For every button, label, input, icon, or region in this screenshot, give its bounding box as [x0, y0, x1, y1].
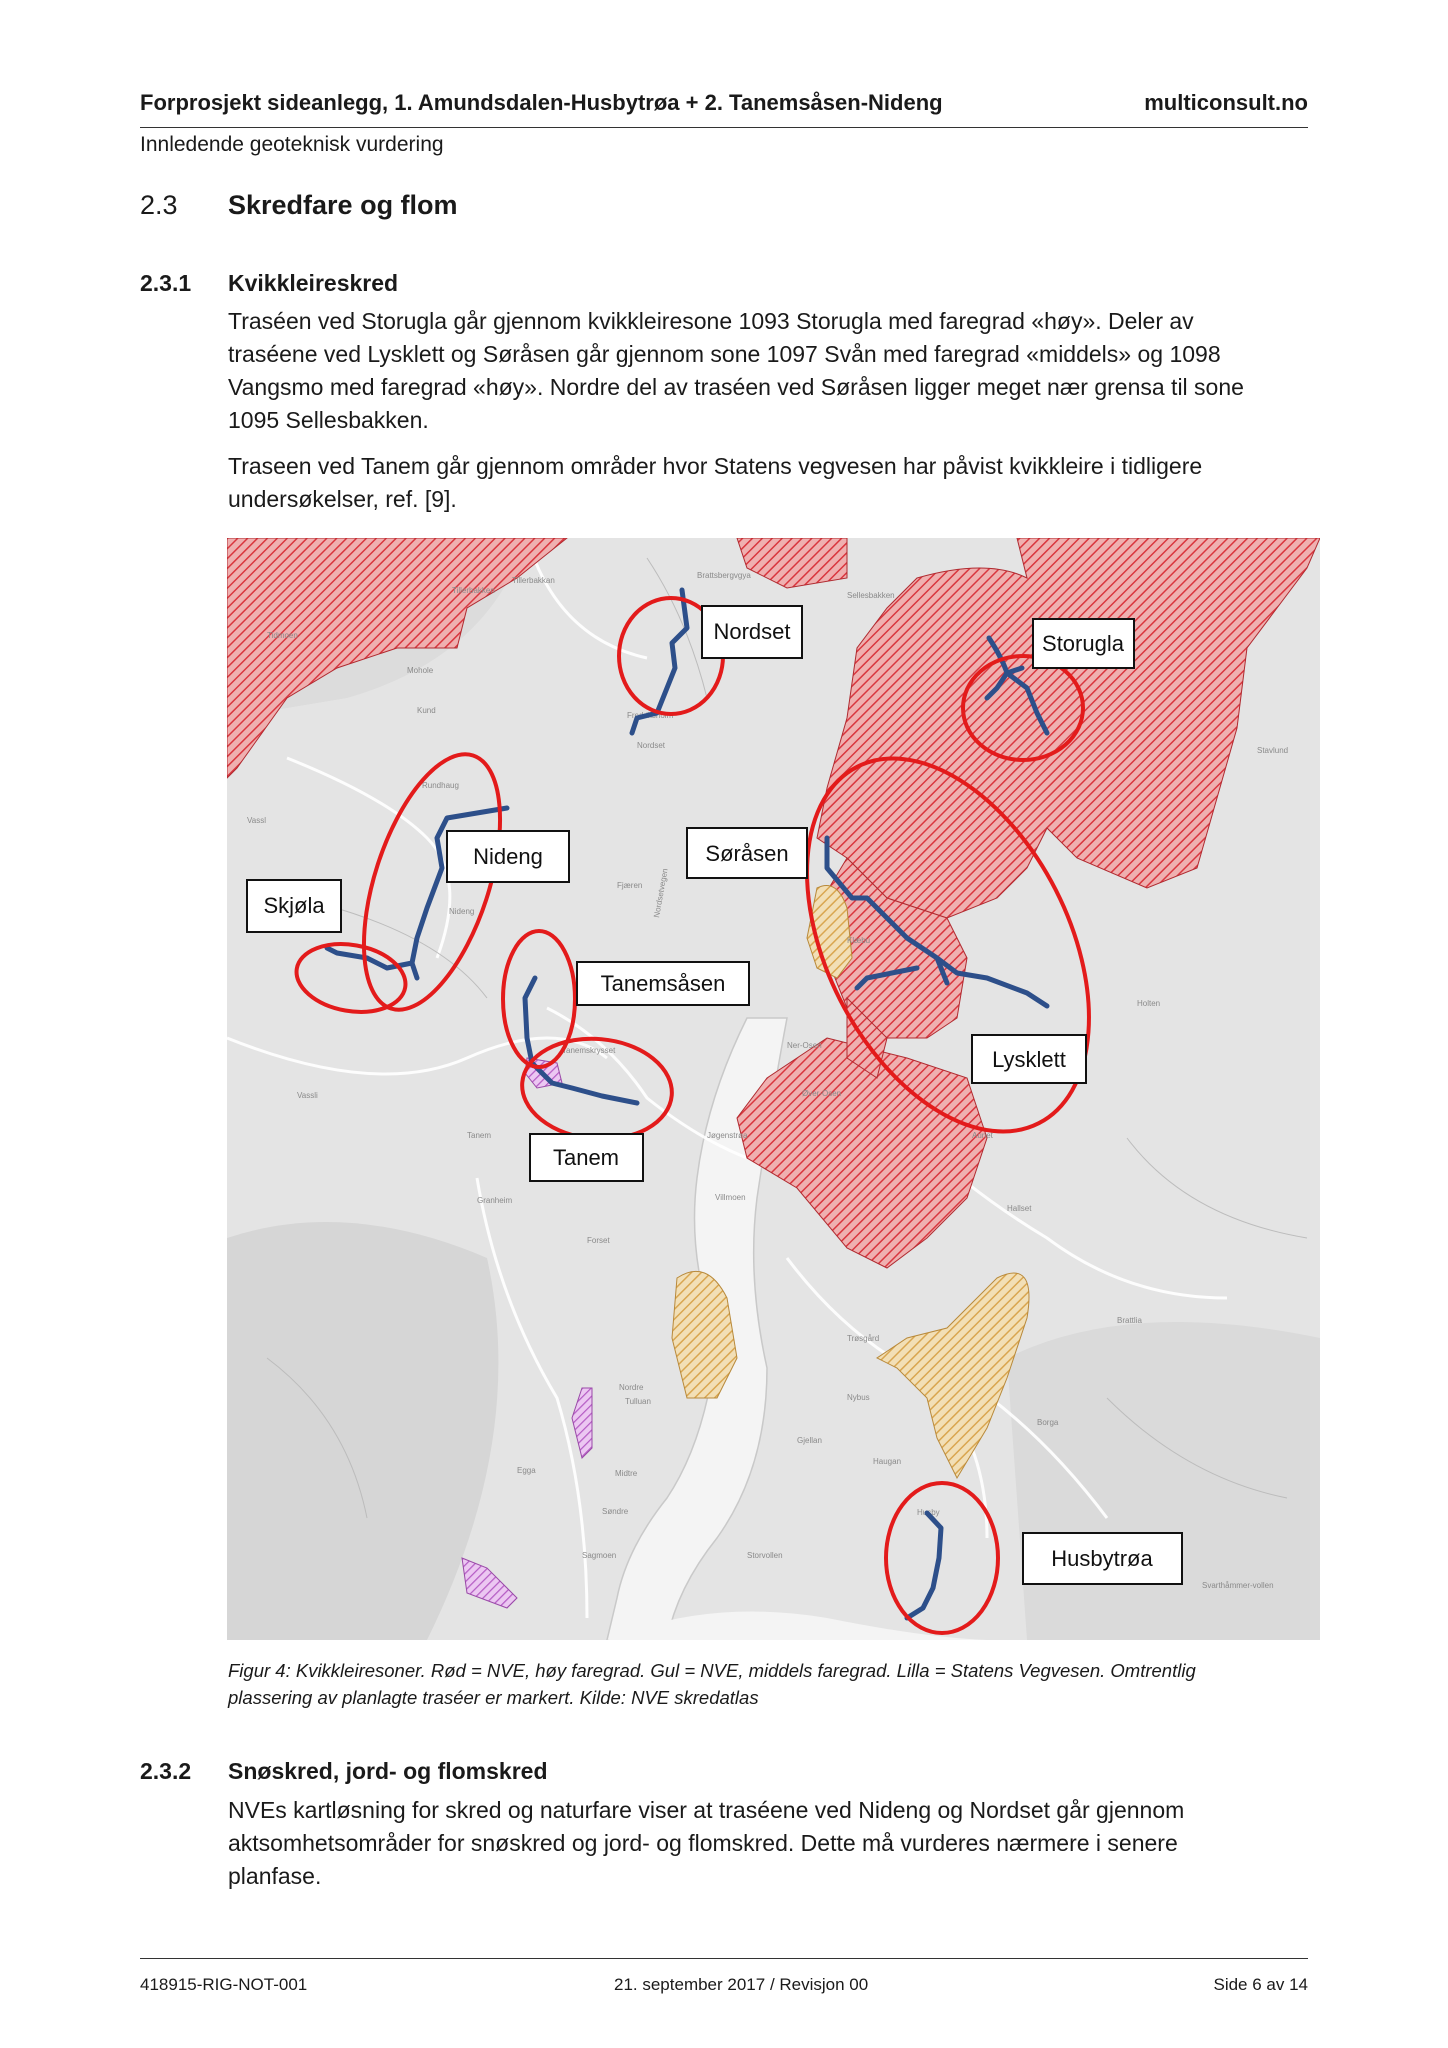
- place-name: Holten: [1137, 999, 1161, 1008]
- subsection-heading-kvikkleire: [140, 270, 398, 297]
- place-name: Forset: [587, 1236, 610, 1245]
- place-name: Haugan: [873, 1457, 902, 1466]
- footer-rule: [140, 1958, 1308, 1959]
- section-heading: [140, 190, 458, 221]
- paragraph-line: aktsomhetsområder for snøskred og jord- og flomskred. Dette må vurderes nærmere i senere: [228, 1830, 1178, 1856]
- quick-clay-map: [227, 538, 1320, 1640]
- section-title: Skredfare og flom: [228, 190, 458, 220]
- place-name: Brattsbergvgya: [697, 571, 751, 580]
- footer-date-revision: 21. september 2017 / Revisjon 00: [614, 1975, 869, 1994]
- place-name: Tidmoen: [267, 631, 298, 640]
- place-name: Villmoen: [715, 1193, 746, 1202]
- label-lysklett: [972, 1035, 1086, 1083]
- label-nideng: [447, 831, 569, 882]
- subsection-title: Snøskred, jord- og flomskred: [228, 1758, 548, 1784]
- place-name: Nideng: [449, 907, 475, 916]
- place-name: Egga: [517, 1466, 536, 1475]
- label-text: Søråsen: [705, 841, 789, 866]
- paragraph-line: traséene ved Lysklett og Søråsen går gjennom sone 1097 Svån med faregrad «middels» og 1098: [228, 341, 1221, 367]
- place-name: Gjellan: [797, 1436, 822, 1445]
- section-number: 2.3: [140, 190, 178, 220]
- place-name: Rundhaug: [422, 781, 459, 790]
- label-husbytroa: [1023, 1533, 1182, 1584]
- place-name: Jøgenstrøa: [707, 1131, 748, 1140]
- place-name: Nybus: [847, 1393, 870, 1402]
- place-name: Tanem: [467, 1131, 492, 1140]
- place-name: Nordsetvegen: [652, 867, 670, 919]
- place-name: Klæbu: [847, 936, 871, 945]
- label-text: Skjøla: [263, 893, 325, 918]
- label-text: Nordset: [713, 619, 791, 644]
- place-name: Sagmoen: [582, 1551, 617, 1560]
- label-tanem: [530, 1134, 643, 1181]
- header-rule: [140, 127, 1308, 128]
- place-name: Nordset: [637, 741, 666, 750]
- paragraph-kvikkleire-2: [228, 450, 1328, 516]
- header-subtitle: Innledende geoteknisk vurdering: [140, 133, 444, 156]
- place-name: Nordre: [619, 1383, 644, 1392]
- place-name: Kund: [417, 706, 436, 715]
- label-text: Husbytrøa: [1051, 1546, 1153, 1571]
- label-text: Tanemsåsen: [600, 971, 726, 996]
- paragraph-line: Traséen ved Storugla går gjennom kvikkleiresone 1093 Storugla med faregrad «høy». Deler av: [228, 308, 1194, 334]
- label-nordset: [702, 606, 802, 658]
- terrain-shade: [1007, 1322, 1320, 1640]
- place-name: Granheim: [477, 1196, 513, 1205]
- label-text: Lysklett: [992, 1047, 1066, 1072]
- place-name: Hallset: [1007, 1204, 1032, 1213]
- caption-line: plassering av planlagte traséer er markert. Kilde: NVE skredatlas: [228, 1687, 759, 1708]
- place-name: Stavlund: [1257, 746, 1289, 755]
- place-name: Tulluan: [625, 1397, 651, 1406]
- label-storugla: [1033, 619, 1134, 668]
- paragraph-kvikkleire-1: [228, 305, 1328, 437]
- place-name: Svarthåmmer-vollen: [1202, 1581, 1274, 1590]
- label-text: Tanem: [552, 1145, 620, 1170]
- place-name: Borga: [1037, 1418, 1059, 1427]
- label-text: Nideng: [473, 844, 543, 869]
- place-name: Sellesbakken: [847, 591, 895, 600]
- place-name: Tanemskrysset: [562, 1046, 616, 1055]
- header-title: Forprosjekt sideanlegg, 1. Amundsdalen-Husbytrøa + 2. Tanemsåsen-Nideng: [140, 90, 943, 115]
- place-name: Trøsgård: [847, 1334, 880, 1343]
- label-text: Storugla: [1042, 631, 1124, 656]
- place-name: Øver-Osen: [802, 1089, 842, 1098]
- place-name: Vassl: [247, 816, 266, 825]
- place-name: Fjæren: [617, 881, 643, 890]
- place-name: Tillerbakkan: [512, 576, 555, 585]
- paragraph-line: planfase.: [228, 1863, 322, 1889]
- place-name: Søndre: [602, 1507, 629, 1516]
- paragraph-line: Vangsmo med faregrad «høy». Nordre del av traséen ved Søråsen ligger meget nær grensa til sone: [228, 374, 1244, 400]
- paragraph-line: 1095 Sellesbakken.: [228, 407, 429, 433]
- subsection-heading-snoskred: [140, 1758, 548, 1785]
- place-name: Husby: [917, 1508, 940, 1517]
- place-name: Storvollen: [747, 1551, 783, 1560]
- place-name: Ner-Osen: [787, 1041, 822, 1050]
- paragraph-line: NVEs kartløsning for skred og naturfare viser at traséene ved Nideng og Nordset går gjennom: [228, 1797, 1185, 1823]
- label-skjola: [247, 880, 341, 932]
- place-name: Aunet: [972, 1131, 993, 1140]
- place-name: Midtre: [615, 1469, 638, 1478]
- subsection-title: Kvikkleireskred: [228, 270, 399, 296]
- paragraph-snoskred: [228, 1794, 1328, 1893]
- footer-page-number: Side 6 av 14: [1213, 1975, 1308, 1994]
- paragraph-line: Traseen ved Tanem går gjennom områder hvor Statens vegvesen har påvist kvikkleire i tidligere: [228, 453, 1203, 479]
- caption-line: Figur 4: Kvikkleiresoner. Rød = NVE, høy faregrad. Gul = NVE, middels faregrad. Lilla = Statens Vegvesen. Omtrentlig: [228, 1660, 1196, 1681]
- place-name: Vassli: [297, 1091, 318, 1100]
- label-sorasen: [687, 828, 807, 878]
- paragraph-line: undersøkelser, ref. [9].: [228, 486, 457, 512]
- footer-doc-id: 418915-RIG-NOT-001: [140, 1975, 308, 1994]
- figure-caption: [228, 1657, 1308, 1711]
- subsection-number: 2.3.1: [140, 270, 192, 296]
- place-name: Fredriksholm: [627, 711, 674, 720]
- subsection-number: 2.3.2: [140, 1758, 192, 1784]
- label-tanemsasen: [577, 962, 749, 1005]
- place-name: Brattlia: [1117, 1316, 1142, 1325]
- place-name: Tillerbakken: [452, 586, 495, 595]
- place-name: Mohole: [407, 666, 434, 675]
- header-brand: multiconsult.no: [1144, 90, 1308, 115]
